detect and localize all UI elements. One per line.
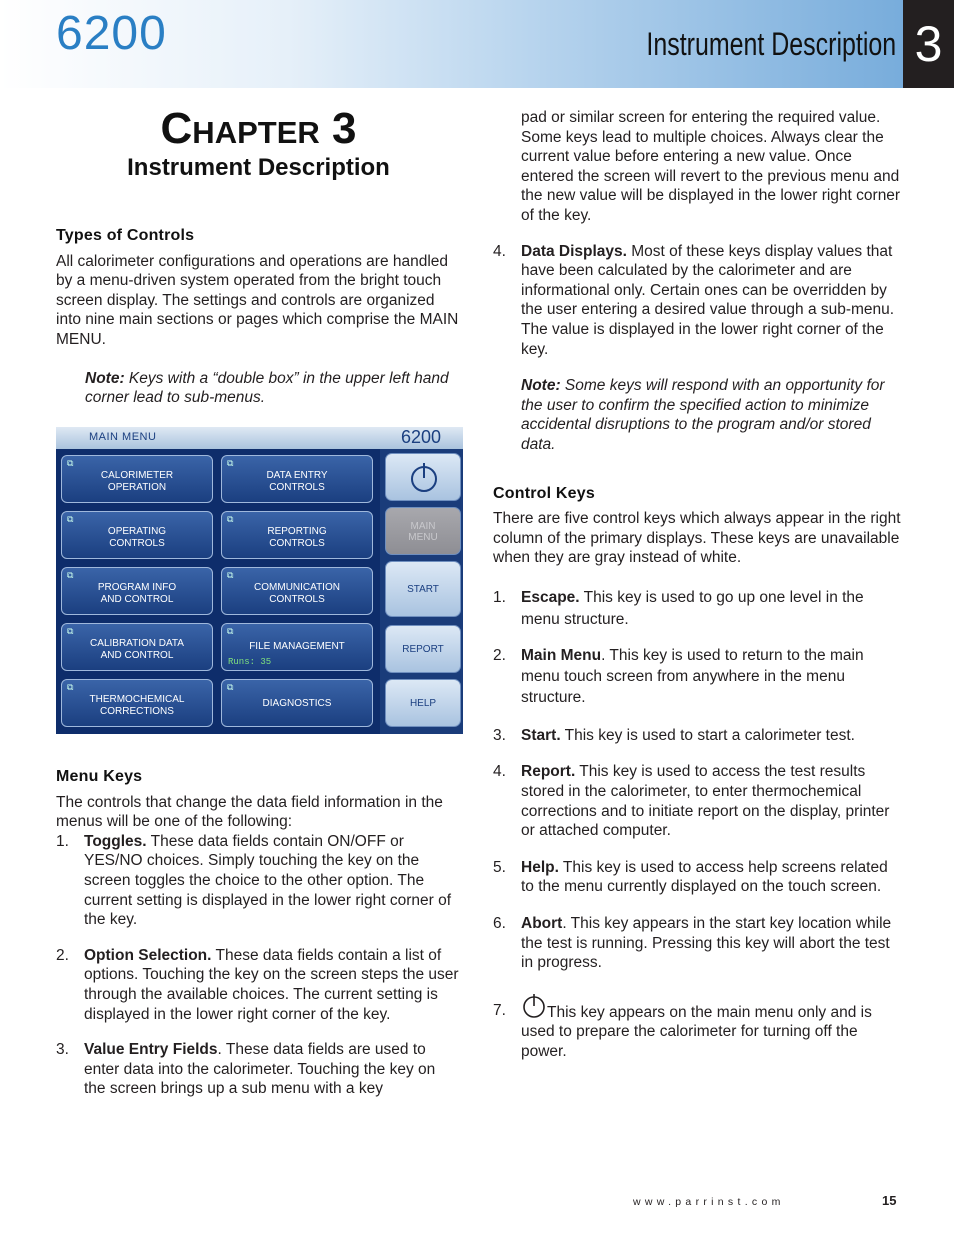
key-file-management[interactable] — [221, 623, 373, 671]
double-box-icon: ⧉ — [67, 514, 74, 524]
key-label: THERMOCHEMICAL CORRECTIONS — [89, 694, 185, 717]
paragraph: All calorimeter configurations and operations are handled by a menu-driven system operated from the bright touch screen display. The settings and controls are organized into nine main sections or pages which comprise the MAIN MENU. — [56, 252, 459, 348]
page-number: 15 — [882, 1193, 897, 1208]
key-data-entry-controls[interactable] — [221, 455, 373, 503]
item-text: This key appears on the main menu only and is used to prepare the calorimeter for turning off the power. — [521, 1003, 872, 1060]
list-item — [493, 993, 903, 1062]
note-text: Keys with a “double box” in the upper left hand corner lead to sub-menus. — [85, 369, 449, 407]
item-text: These data fields contain ON/OFF or YES/NO choices. Simply touching the key on the screen toggles the choice to the other option. The current setting is displayed in the lower right corner of the key. — [84, 832, 452, 929]
key-label: REPORT — [402, 644, 444, 655]
list-item — [493, 914, 903, 973]
item-term: Toggles. — [84, 832, 147, 850]
key-label: DIAGNOSTICS — [262, 698, 332, 709]
note — [85, 369, 461, 408]
item-number: 4. — [493, 242, 506, 260]
key-reporting-controls[interactable] — [221, 511, 373, 559]
item-text: This key is used to access the test results stored in the calorimeter, to enter thermochemical corrections and to initiate report on the display, printer or attached computer. — [521, 763, 890, 840]
double-box-icon: ⧉ — [67, 682, 74, 692]
double-box-icon: ⧉ — [67, 626, 74, 636]
item-number: 3. — [493, 726, 506, 744]
key-label: START — [407, 584, 439, 595]
item-term: Help. — [521, 858, 559, 876]
key-label: MAIN MENU — [408, 521, 438, 543]
key-diagnostics[interactable] — [221, 679, 373, 727]
chapter-heading — [56, 104, 461, 182]
item-text: This key is used to go up one level in the menu structure. — [521, 588, 864, 628]
item-term: Report. — [521, 763, 576, 781]
list-item — [493, 587, 903, 631]
power-key[interactable] — [385, 453, 461, 501]
key-label: OPERATING CONTROLS — [107, 526, 167, 549]
item-text: Most of these keys display values that have been calculated by the calorimeter and are informational only. Certain ones can be overridden by the user entering a desired value through a sub-menu. The value is displayed in the lower right corner of the key. — [521, 242, 895, 358]
paragraph: The controls that change the data field information in the menus will be one of the following: — [56, 793, 443, 831]
key-thermochemical-corrections[interactable] — [61, 679, 213, 727]
double-box-icon: ⧉ — [67, 570, 74, 580]
item-number: 1. — [56, 832, 69, 850]
item-number: 3. — [56, 1041, 69, 1059]
double-box-icon: ⧉ — [227, 682, 234, 692]
key-communication-controls[interactable] — [221, 567, 373, 615]
section-heading: Types of Controls — [56, 227, 195, 244]
item-number: 2. — [493, 646, 506, 664]
item-number: 7. — [493, 1001, 506, 1019]
key-program-info[interactable] — [61, 567, 213, 615]
help-key[interactable] — [385, 679, 461, 727]
key-calibration-data[interactable] — [61, 623, 213, 671]
item-number: 2. — [56, 946, 69, 964]
item-term: Value Entry Fields — [84, 1041, 218, 1059]
key-label: COMMUNICATION CONTROLS — [254, 582, 340, 605]
note-label: Note: — [521, 377, 561, 395]
item-term: Abort — [521, 915, 563, 933]
key-label: HELP — [409, 698, 437, 709]
main-menu-key[interactable] — [385, 507, 461, 555]
note-label: Note: — [85, 369, 125, 387]
list-item — [493, 242, 903, 360]
chapter-subtitle: Instrument Description — [127, 154, 390, 181]
power-icon — [386, 454, 462, 502]
types-of-controls-section — [56, 226, 461, 408]
screen-title: MAIN MENU — [89, 431, 157, 443]
start-key[interactable] — [385, 561, 461, 617]
item-number: 6. — [493, 915, 506, 933]
item-number: 1. — [493, 588, 506, 606]
list-item — [493, 726, 903, 746]
page-header — [0, 0, 954, 88]
item-text: . These data fields are used to enter data into the calorimeter. Touching the key on the screen brings up a sub menu with a key — [84, 1041, 436, 1098]
double-box-icon: ⧉ — [227, 458, 234, 468]
list-item — [493, 645, 903, 708]
key-label: CALORIMETER OPERATION — [100, 470, 174, 493]
item-term: Escape. — [521, 588, 580, 606]
list-item — [493, 762, 903, 840]
list-item — [56, 832, 461, 930]
item-number: 4. — [493, 763, 506, 781]
paragraph: There are five control keys which always appear in the right column of the primary displays. These keys are unavailable when they are gray instead of white. — [493, 510, 901, 567]
item-term: Data Displays. — [521, 242, 627, 260]
menu-keys-section — [56, 767, 461, 1099]
key-label: DATA ENTRY CONTROLS — [266, 470, 328, 493]
double-box-icon: ⧉ — [227, 570, 234, 580]
section-heading: Menu Keys — [56, 768, 143, 785]
item-term: Start. — [521, 726, 561, 744]
section-title: Instrument Description — [646, 26, 896, 62]
item-text: These data fields contain a list of options. Touching the key on the screen steps the user through the available choices. The current setting is displayed in the lower right corner of the key. — [84, 946, 459, 1023]
screen-title-bar — [56, 427, 463, 449]
section-heading: Control Keys — [493, 484, 595, 502]
key-label: REPORTING CONTROLS — [267, 526, 327, 549]
key-label: FILE MANAGEMENT — [249, 641, 345, 652]
model-number: 6200 — [56, 7, 167, 60]
key-label: CALIBRATION DATA AND CONTROL — [90, 638, 184, 661]
item-text: . This key appears in the start key location while the test is running. Pressing this key will abort the test in progress. — [521, 915, 892, 972]
double-box-icon: ⧉ — [227, 626, 234, 636]
paragraph: pad or similar screen for entering the required value. Some keys lead to multiple choices. Always clear the current value before entering a new value. Once entered the screen will revert to the previous menu and the new value will be displayed in the lower right corner of the key. — [521, 109, 901, 224]
report-key[interactable] — [385, 625, 461, 673]
right-column — [493, 108, 903, 1062]
double-box-icon: ⧉ — [67, 458, 74, 468]
main-menu-screenshot — [56, 427, 463, 734]
list-item — [56, 946, 461, 1024]
runs-value: Runs: 35 — [228, 657, 272, 667]
note-text: Some keys will respond with an opportunity for the user to confirm the specified action to minimize accidental disruptions to the program and/or stored data. — [521, 377, 885, 453]
chapter-title: Chapter 3 — [160, 104, 357, 153]
note — [521, 376, 903, 454]
item-text: This key is used to access help screens related to the menu currently displayed on the touch screen. — [521, 858, 888, 896]
item-term: Option Selection. — [84, 946, 212, 964]
item-text: This key is used to start a calorimeter test. — [560, 726, 855, 744]
screen-model: 6200 — [400, 427, 441, 447]
key-operating-controls[interactable] — [61, 511, 213, 559]
key-label: PROGRAM INFO AND CONTROL — [97, 582, 177, 605]
item-number: 5. — [493, 858, 506, 876]
item-text: . This key is used to return to the main menu touch screen from anywhere in the menu structure. — [521, 646, 864, 706]
power-icon — [521, 993, 547, 1019]
item-term: Main Menu — [521, 646, 602, 664]
chapter-tab: 3 — [903, 0, 954, 88]
list-item — [493, 858, 903, 897]
key-calorimeter-operation[interactable] — [61, 455, 213, 503]
double-box-icon: ⧉ — [227, 514, 234, 524]
footer-url: www.parrinst.com — [633, 1196, 785, 1208]
list-item — [56, 1040, 461, 1099]
